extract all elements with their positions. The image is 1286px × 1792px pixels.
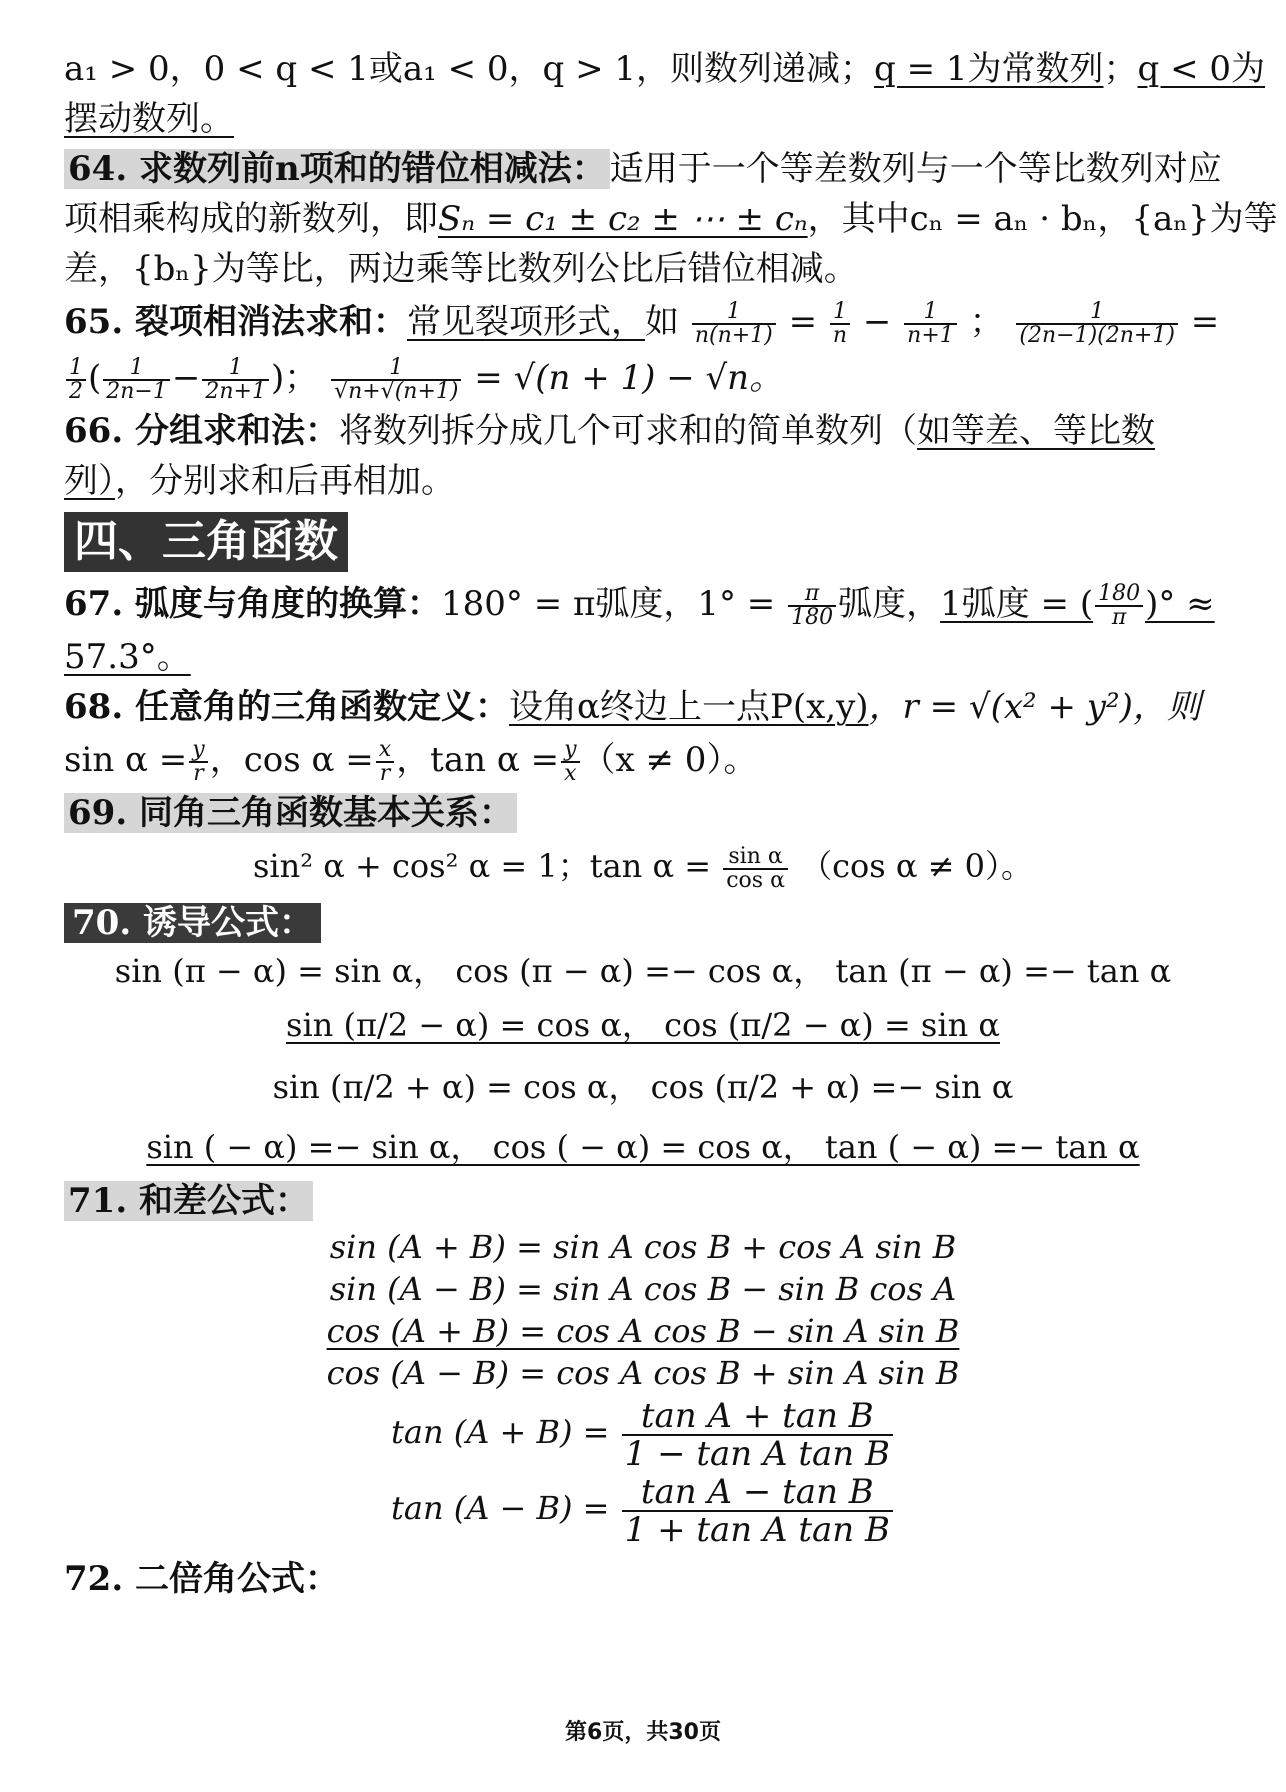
fraction: $\frac{1}{2}$ — [66, 357, 86, 403]
item-66-line1 — [64, 406, 1222, 456]
item-66-text2: ，分别求和后再相加。 — [115, 461, 455, 501]
item-64-text2b: ，其中cₙ = aₙ · bₙ，{aₙ}为等 — [807, 199, 1278, 239]
item-66-underlined2: 列） — [64, 461, 115, 501]
fraction: $\frac{1}{2n-1}$ — [103, 357, 170, 403]
tan-label: ，tan α = — [396, 740, 560, 780]
item-70-row2: sin (π/2 − α) = cos α， cos (π/2 − α) = sin α — [286, 1006, 1000, 1044]
item-67-text2: 弧度， — [838, 584, 941, 624]
separator: ； — [969, 302, 1004, 342]
sin-label: sin α = — [64, 740, 188, 780]
fraction: $\frac{\text{sin α}}{\text{cos α}}$ — [723, 846, 788, 892]
minus-sign: − — [171, 358, 201, 398]
q-negative-text: q < 0为 — [1137, 49, 1266, 89]
item-66-underlined1: 如等差、等比数 — [917, 411, 1155, 451]
equals-sign: = — [788, 302, 818, 342]
line-oscillating — [64, 94, 1222, 144]
item-72-title: 72. 二倍角公式： — [64, 1559, 339, 1599]
item-70-row1: sin (π − α) = sin α， cos (π − α) =− cos α， tan (π − α) =− tan α — [114, 952, 1172, 990]
item-71-row6 — [64, 1470, 1222, 1550]
fraction: $\frac{\pi}{180}$ — [788, 583, 836, 629]
item-65-title: 65. 裂项相消法求和： — [64, 302, 407, 342]
item-67-line2 — [64, 632, 1222, 682]
item-64-line1 — [64, 144, 1222, 194]
item-67-approx: )° ≈ — [1145, 584, 1215, 624]
item-71-row1: sin (A + B) = sin A cos B + cos A sin B — [329, 1228, 957, 1266]
item-65-line2 — [64, 350, 1222, 406]
item-65-tail: = √(n + 1) − √n。 — [474, 358, 784, 398]
fraction: $\frac{y}{r}$ — [189, 739, 207, 785]
item-64-text3: 差，{bₙ}为等比，两边乘等比数列公比后错位相减。 — [64, 249, 858, 289]
item-71-row3: cos (A + B) = cos A cos B − sin A sin B — [326, 1312, 960, 1350]
item-67-title: 67. 弧度与角度的换算： — [64, 584, 441, 624]
item-70-title: 70. 诱导公式： — [64, 903, 321, 943]
item-66-line2 — [64, 456, 1222, 506]
item-71-line1 — [64, 1176, 1222, 1226]
item-70-row4: sin ( − α) =− sin α， cos ( − α) = cos α， tan ( − α) =− tan α — [146, 1128, 1140, 1166]
fraction: $\frac{1}{2n+1}$ — [202, 357, 269, 403]
item-64-text1: 适用于一个等差数列与一个等比数列对应 — [609, 149, 1222, 189]
item-67-text1: 180° = π弧度，1° = — [441, 584, 776, 624]
item-68-title: 68. 任意角的三角函数定义： — [64, 687, 509, 727]
item-64-text2a: 项相乘构成的新数列，即 — [64, 199, 438, 239]
item-71-row4: cos (A − B) = cos A cos B + sin A sin B — [326, 1354, 960, 1392]
item-71-row2: sin (A − B) = sin A cos B − sin B cos A — [329, 1270, 957, 1308]
item-65-ru: 如 — [645, 302, 679, 342]
q-constant-text: q = 1为常数列 — [874, 49, 1104, 89]
item-68-line2 — [64, 732, 1222, 788]
condition: （x ≠ 0）。 — [581, 740, 758, 780]
fraction: $\frac{1}{√n+√(n+1)}$ — [331, 357, 461, 403]
fraction: $\frac{1}{(2n-1)(2n+1)}$ — [1016, 301, 1178, 347]
item-69-title: 69. 同角三角函数基本关系： — [64, 793, 517, 833]
item-66-text1: 将数列拆分成几个可求和的简单数列（ — [339, 411, 917, 451]
section-heading-trig: 四、三角函数 — [64, 512, 348, 572]
fraction: $\frac{180}{\pi}$ — [1095, 583, 1143, 629]
cos-label: ，cos α = — [209, 740, 374, 780]
fraction: $\frac{1}{n(n+1)}$ — [692, 301, 776, 347]
line-q-monotone — [64, 44, 1266, 94]
paren: ( — [88, 358, 102, 398]
oscillating-text: 摆动数列。 — [64, 99, 234, 139]
item-66-title: 66. 分组求和法： — [64, 411, 339, 451]
item-64-title: 64. 求数列前n项和的错位相减法： — [64, 149, 610, 189]
item-72-line1 — [64, 1554, 1222, 1604]
paren: )； — [270, 358, 319, 398]
tan-sum-label: tan (A + B) = — [391, 1413, 610, 1451]
page-number: 第6页，共30页 — [565, 1720, 721, 1745]
condition: （cos α ≠ 0）。 — [800, 847, 1034, 885]
fraction: $\frac{y}{x}$ — [561, 739, 579, 785]
item-68-line1 — [64, 682, 1222, 732]
item-69-line1 — [64, 788, 1222, 838]
item-67-value: 57.3°。 — [64, 637, 191, 677]
equals-sign: = — [1190, 302, 1220, 342]
item-65-underlined: 常见裂项形式， — [407, 302, 645, 342]
identity-text: sin² α + cos² α = 1；tan α = — [252, 847, 712, 885]
fraction: $\frac{x}{r}$ — [376, 739, 394, 785]
fraction: $\frac{\text{tan A + tan B}}{\text{1 − tan A tan B}}$ — [622, 1398, 893, 1472]
item-64-line3 — [64, 244, 1222, 294]
item-65-line1 — [64, 294, 1222, 350]
q-decreasing-text: a₁ > 0，0 < q < 1或a₁ < 0，q > 1，则数列递减； — [64, 49, 875, 89]
item-71-row5 — [64, 1394, 1222, 1474]
tan-diff-label: tan (A − B) = — [391, 1489, 610, 1527]
fraction: $\frac{\text{tan A − tan B}}{\text{1 + tan A tan B}}$ — [622, 1474, 893, 1548]
item-68-underlined: 设角α终边上一点P(x,y) — [509, 687, 869, 727]
item-67-line1 — [64, 576, 1222, 632]
item-71-title: 71. 和差公式： — [64, 1181, 313, 1221]
fraction: $\frac{1}{n}$ — [830, 301, 850, 347]
separator: ； — [1103, 49, 1138, 89]
item-64-line2 — [64, 194, 1278, 244]
item-68-r: ，r = √(x² + y²)，则 — [868, 687, 1201, 727]
item-70-row3: sin (π/2 + α) = cos α， cos (π/2 + α) =− sin α — [272, 1068, 1014, 1106]
item-69-formula — [64, 838, 1222, 894]
fraction: $\frac{1}{n+1}$ — [904, 301, 957, 347]
item-64-sn-formula: Sₙ = c₁ ± c₂ ± ⋯ ± cₙ — [438, 199, 808, 239]
item-70-line1 — [64, 898, 1222, 948]
item-67-radian: 1弧度 = ( — [940, 584, 1094, 624]
minus-sign: − — [862, 302, 892, 342]
